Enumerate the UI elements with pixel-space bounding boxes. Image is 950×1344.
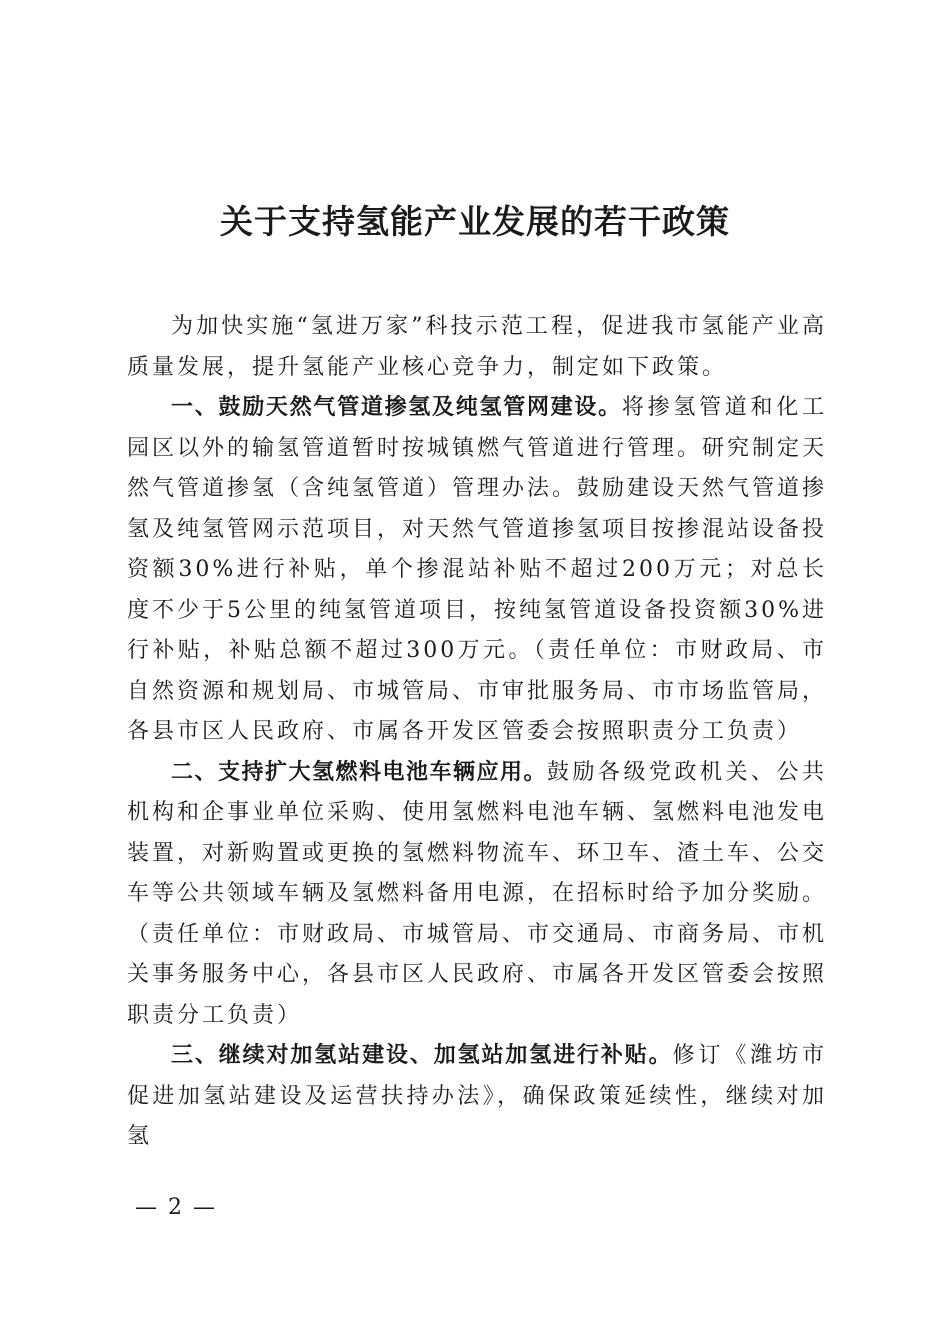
section-3-paragraph	[127, 1036, 827, 1158]
section-3-heading: 三、继续对加氢站建设、加氢站加氢进行补贴。	[171, 1043, 673, 1068]
section-1-heading: 一、鼓励天然气管道掺氢及纯氢管网建设。	[171, 395, 622, 420]
section-3-text: 修订《潍坊市促进加氢站建设及运营扶持办法》，确保政策延续性，继续对加氢	[127, 1043, 827, 1149]
page-number: — 2 —	[135, 1195, 217, 1220]
section-1-paragraph	[127, 388, 827, 753]
section-1-text: 将掺氢管道和化工园区以外的输氢管道暂时按城镇燃气管道进行管理。研究制定天然气管道掺氢（含纯氢管道）管理办法。鼓励建设天然气管道掺氢及纯氢管网示范项目，对天然气管道掺氢项目按掺混站设备投资额30%进行补贴，单个掺混站补贴不超过200万元；对总长度不少于5公里的纯氢管道项目，按纯氢管道设备投资额30%进行补贴，补贴总额不超过300万元。（责任单位：市财政局、市自然资源和规划局、市城管局、市审批服务局、市市场监管局，各县市区人民政府、市属各开发区管委会按照职责分工负责）	[127, 395, 828, 744]
section-2-heading: 二、支持扩大氢燃料电池车辆应用。	[171, 759, 547, 785]
document-body	[127, 307, 827, 1158]
section-2-text: 鼓励各级党政机关、公共机构和企事业单位采购、使用氢燃料电池车辆、氢燃料电池发电装置，对新购置或更换的氢燃料物流车、环卫车、渣土车、公交车等公共领域车辆及氢燃料备用电源，在招标时给予加分奖励。（责任单位：市财政局、市城管局、市交通局、市商务局、市机关事务服务中心，各县市区人民政府、市属各开发区管委会按照职责分工负责）	[127, 759, 828, 1028]
intro-paragraph: 为加快实施“氢进万家”科技示范工程，促进我市氢能产业高质量发展，提升氢能产业核心竞争力，制定如下政策。	[127, 314, 827, 380]
document-title: 关于支持氢能产业发展的若干政策	[220, 202, 730, 241]
section-2-paragraph	[127, 753, 827, 1037]
